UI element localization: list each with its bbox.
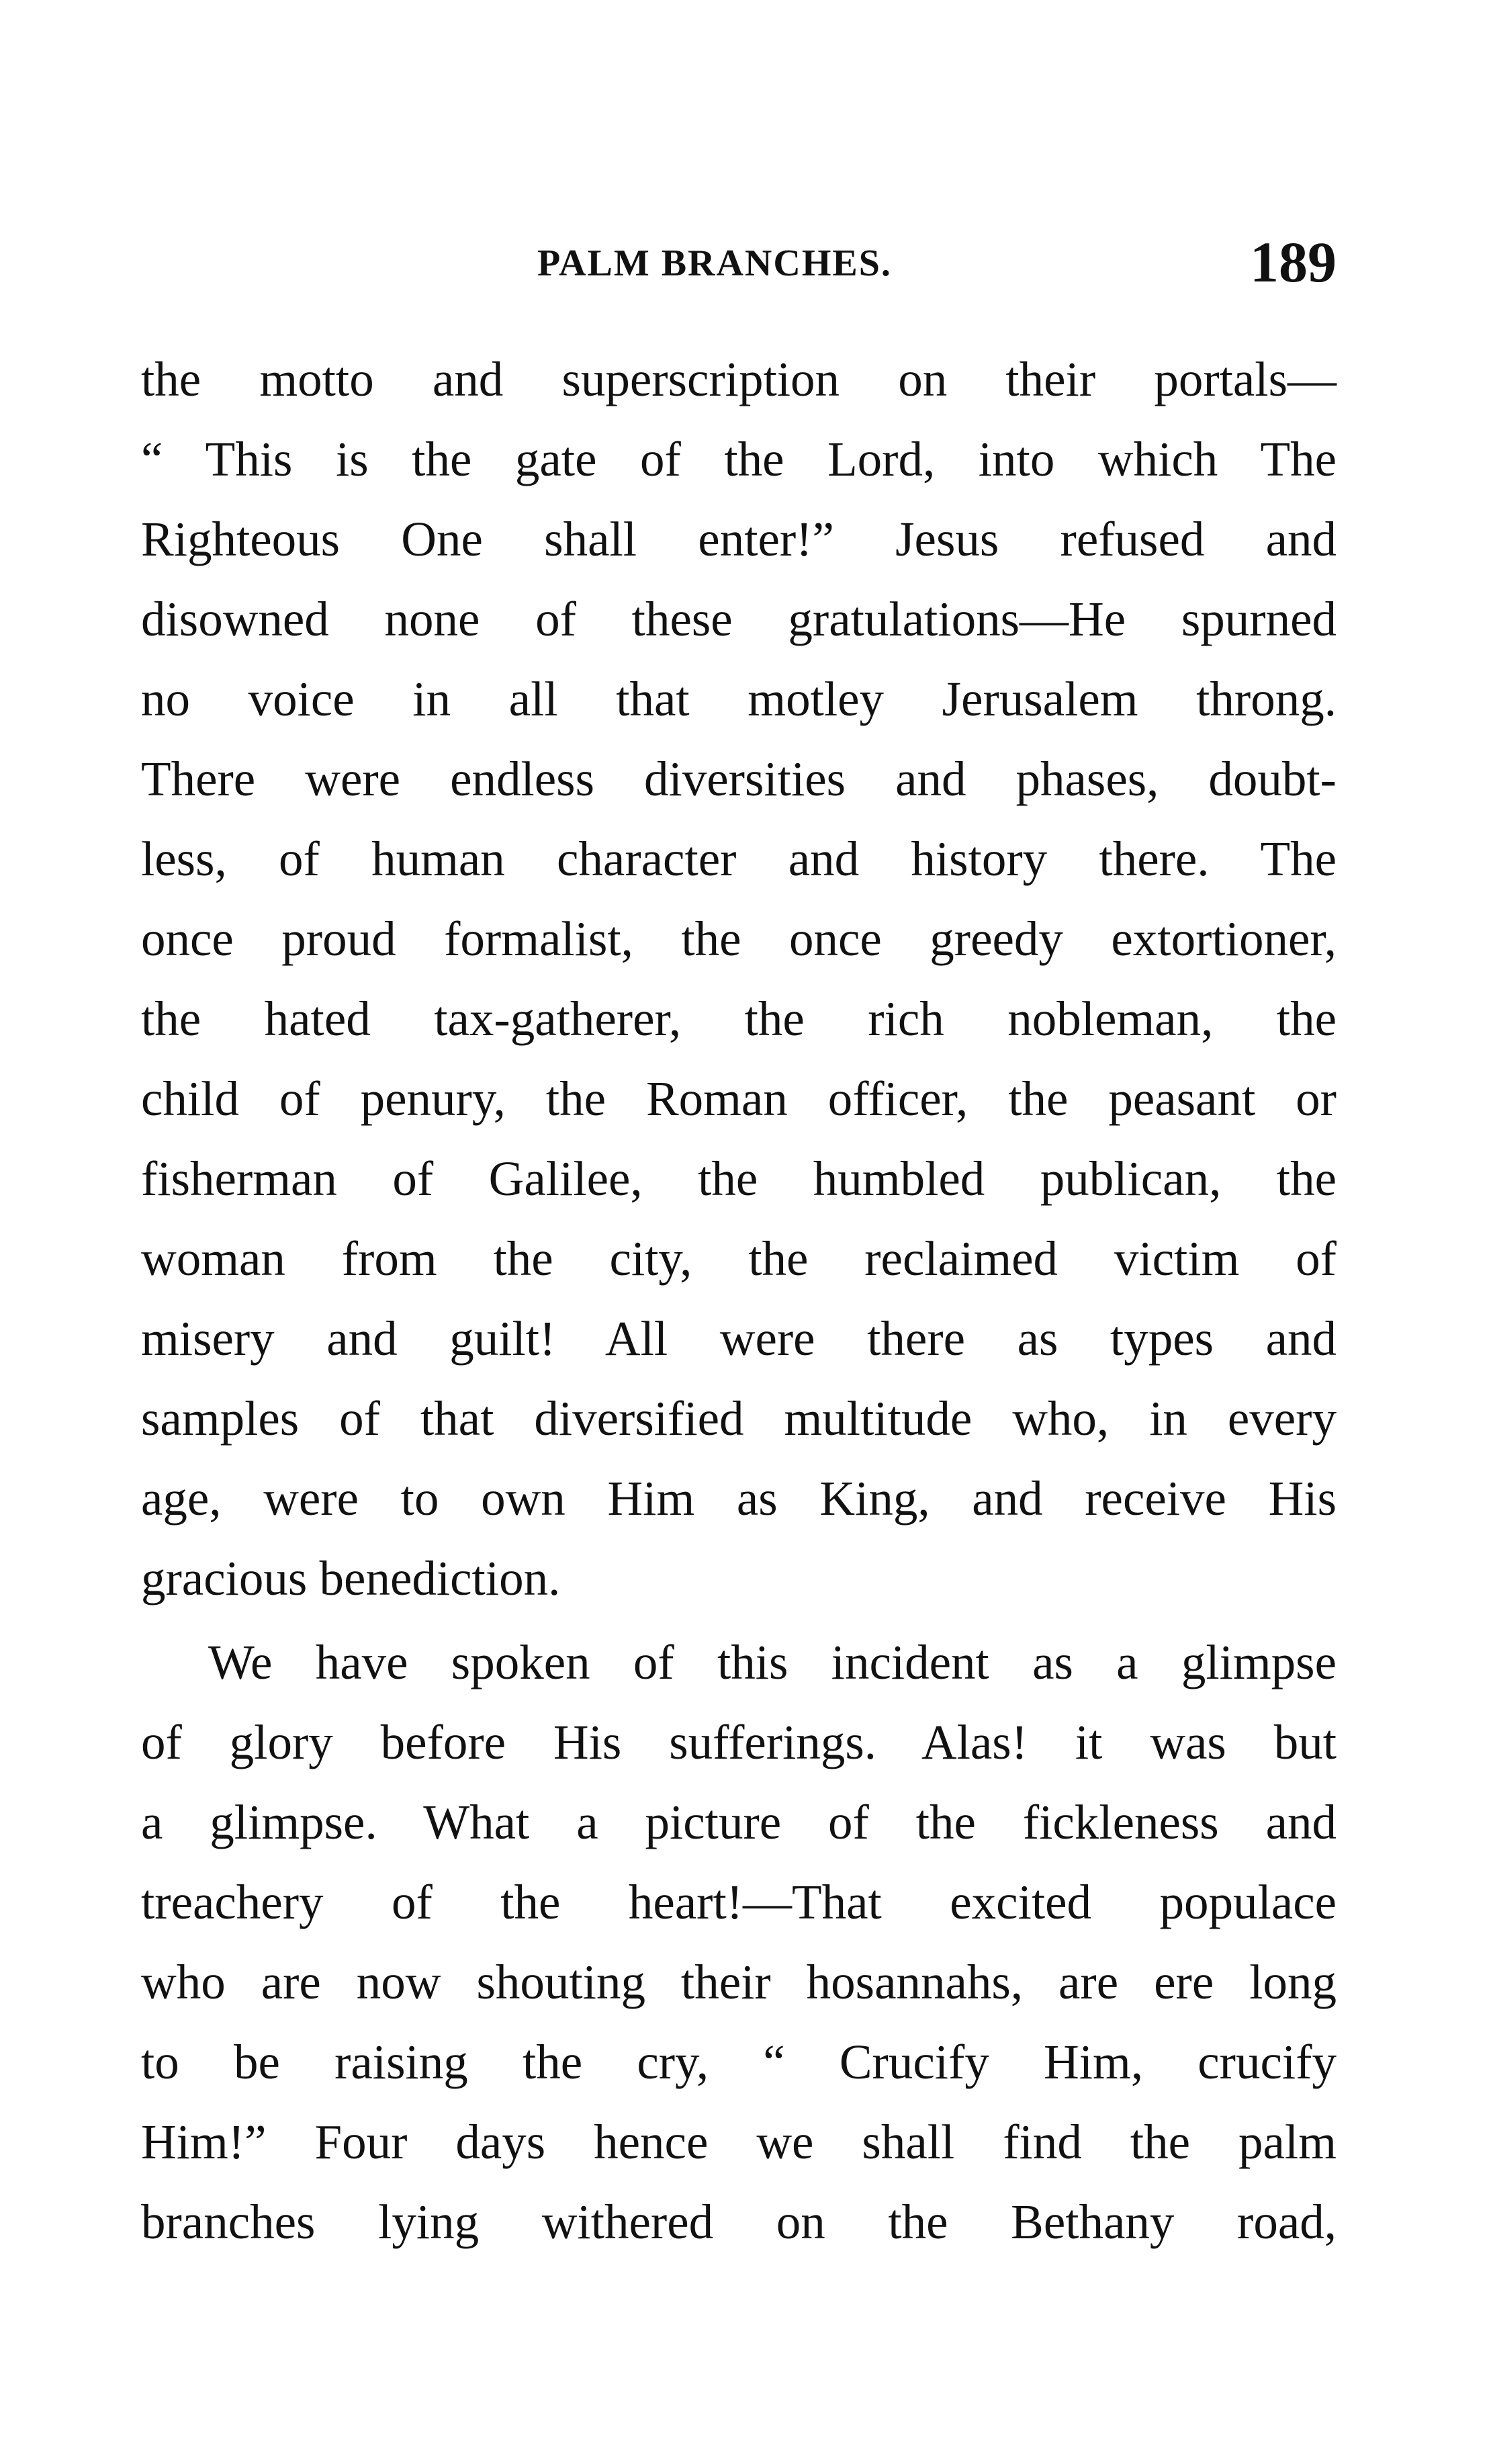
text-line: a glimpse. What a picture of the fickleness and	[141, 1795, 1337, 1849]
text-line: who are now shouting their hosannahs, are ere long	[141, 1955, 1337, 2009]
text-line: branches lying withered on the Bethany road,	[141, 2195, 1337, 2249]
text-line: There were endless diversities and phases, doubt-	[141, 752, 1337, 806]
body-text	[141, 339, 1337, 2262]
text-line: to be raising the cry, “ Crucify Him, crucify	[141, 2035, 1337, 2089]
paragraph-2	[141, 1622, 1337, 2262]
text-line: once proud formalist, the once greedy extortioner,	[141, 912, 1337, 966]
page-number: 189	[1250, 230, 1337, 294]
text-line: gracious benediction.	[141, 1551, 561, 1605]
text-line: child of penury, the Roman officer, the peasant or	[141, 1071, 1337, 1126]
paragraph-1	[141, 339, 1337, 1618]
text-line: disowned none of these gratulations—He spurned	[141, 592, 1337, 646]
text-line: of glory before His sufferings. Alas! it was but	[141, 1715, 1337, 1769]
text-line: We have spoken of this incident as a glimpse	[208, 1635, 1337, 1689]
text-line: misery and guilt! All were there as types and	[141, 1311, 1337, 1366]
text-line: the hated tax-gatherer, the rich nobleman, the	[141, 992, 1337, 1046]
text-line: Righteous One shall enter!” Jesus refused and	[141, 512, 1337, 566]
text-line: the motto and superscription on their portals—	[141, 352, 1337, 406]
text-line: woman from the city, the reclaimed victim of	[141, 1231, 1337, 1286]
text-line: age, were to own Him as King, and receive His	[141, 1471, 1337, 1526]
text-line: “ This is the gate of the Lord, into which The	[141, 432, 1337, 486]
text-line: fisherman of Galilee, the humbled publican, the	[141, 1151, 1337, 1206]
text-line: treachery of the heart!—That excited populace	[141, 1875, 1337, 1929]
text-line: samples of that diversified multitude who, in every	[141, 1391, 1337, 1446]
text-line: less, of human character and history there. The	[141, 832, 1337, 886]
text-line: Him!” Four days hence we shall find the palm	[141, 2115, 1337, 2169]
page-header	[141, 228, 1337, 302]
text-line: no voice in all that motley Jerusalem throng.	[141, 672, 1337, 726]
running-title: PALM BRANCHES.	[537, 243, 892, 284]
